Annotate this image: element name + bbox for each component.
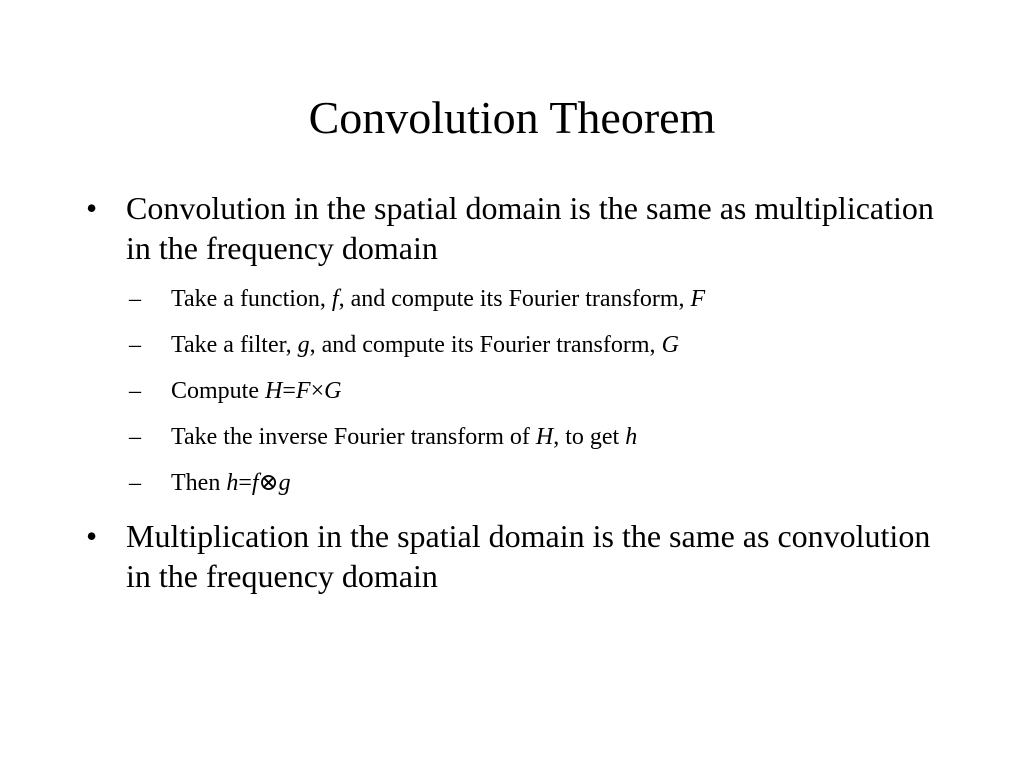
math-variable: H — [265, 378, 283, 404]
math-variable: h — [625, 424, 638, 450]
sub-text: , and compute its Fourier transform, — [309, 332, 662, 358]
sub-item — [129, 468, 971, 498]
bullet-text: Multiplication in the spatial domain is the same as convolution in the frequency domain — [126, 518, 931, 594]
sub-item — [129, 422, 971, 452]
bullet-item — [86, 188, 946, 268]
sub-item — [129, 376, 971, 406]
sub-text: Take the inverse Fourier transform of — [171, 424, 536, 450]
math-variable: F — [295, 378, 311, 404]
dash-marker: – — [129, 378, 141, 404]
sub-text: , and compute its Fourier transform, — [338, 286, 691, 312]
math-variable: f — [251, 470, 259, 496]
math-variable: g — [297, 332, 310, 358]
math-operator: = — [238, 470, 252, 496]
math-variable: H — [535, 424, 554, 450]
sub-text: Take a function, — [171, 286, 332, 312]
bullet-text: Convolution in the spatial domain is the same as multiplication in the frequency domain — [126, 190, 934, 266]
dash-marker: – — [129, 470, 141, 496]
multiply-icon: × — [310, 378, 325, 404]
math-variable: g — [278, 470, 291, 496]
math-variable: G — [661, 332, 679, 358]
math-variable: f — [331, 286, 339, 312]
sub-item — [129, 330, 971, 360]
bullet-item — [86, 516, 946, 596]
sub-text: Then — [171, 470, 227, 496]
math-variable: G — [324, 378, 342, 404]
sub-text: Take a filter, — [171, 332, 298, 358]
convolution-icon: ⊗ — [258, 470, 279, 496]
math-variable: F — [690, 286, 706, 312]
bullet-marker: • — [86, 518, 98, 554]
bullet-marker: • — [86, 190, 98, 226]
math-variable: h — [226, 470, 239, 496]
math-operator: = — [282, 378, 296, 404]
sub-item — [129, 284, 971, 314]
sub-text: Compute — [171, 378, 265, 404]
dash-marker: – — [129, 286, 141, 312]
dash-marker: – — [129, 424, 141, 450]
slide-title: Convolution Theorem — [308, 92, 716, 143]
sub-text: , to get — [553, 424, 626, 450]
dash-marker: – — [129, 332, 141, 358]
